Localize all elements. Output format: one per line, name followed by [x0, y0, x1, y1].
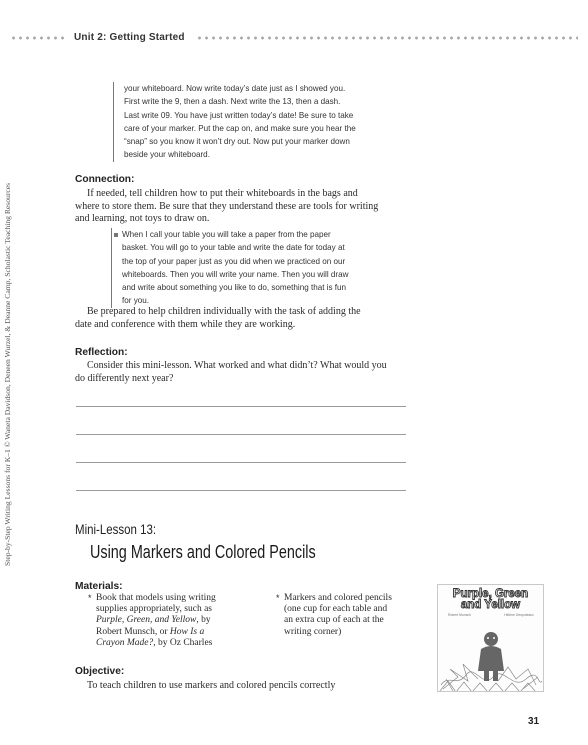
unit-title: Unit 2: Getting Started: [74, 32, 185, 43]
running-header: [10, 32, 578, 44]
teacher-script-block: [113, 82, 403, 162]
book-cover-title: Purple, Green and Yellow: [452, 588, 529, 611]
book-title: Purple, Green, and Yellow: [96, 615, 197, 626]
mini-lesson-title: Using Markers and Colored Pencils: [90, 542, 316, 562]
reflection-prompt: [75, 360, 420, 385]
copyright-credit: Step-by-Step Writing Lessons for K–1 © Waneta Davidson, Deneen Wurzel, & Deanne Camp, Scholastic Teaching Resources: [3, 182, 12, 566]
script-line: care of your marker. Put the cap on, and make sure you hear the: [124, 123, 356, 133]
bullet-star-icon: *: [88, 593, 92, 603]
script-line: for you.: [122, 296, 149, 306]
paragraph-line: date and conference with them while they are working.: [75, 318, 296, 330]
writing-line: [76, 406, 406, 407]
item-line: Purple, Green, and Yellow, by: [96, 615, 211, 626]
item-line: (one cup for each table and: [284, 604, 388, 615]
script-line: beside your whiteboard.: [124, 150, 210, 160]
item-line: Crayon Made?, by Oz Charles: [96, 637, 213, 648]
connection-paragraph: [75, 188, 415, 226]
header-dots-left: [10, 36, 68, 40]
objective-text: To teach children to use markers and colored pencils correctly: [87, 680, 336, 691]
script-line: “snap” so you know it won’t dry out. Now put your marker down: [124, 137, 350, 147]
materials-item: [276, 593, 424, 638]
paragraph-line: If needed, tell children how to put their whiteboards in the bags and: [87, 188, 358, 199]
objective-heading: Objective:: [75, 666, 125, 677]
script-line: First write the 9, then a dash. Next write the 13, then a dash.: [124, 97, 341, 107]
book-cover-illustration: [438, 619, 543, 692]
materials-item: [88, 593, 256, 649]
paragraph-line: Be prepared to help children individually with the task of adding the: [87, 306, 361, 317]
script-line: whiteboards. Then you will write your name. Then you will draw: [122, 269, 349, 279]
paragraph-line: and learning, not toys to draw on.: [75, 213, 210, 225]
paragraph-line: where to store them. Be sure that they understand these are tools for writing: [75, 200, 379, 212]
writing-line: [76, 434, 406, 435]
paragraph-line: do differently next year?: [75, 372, 174, 384]
book-cover-authors: Robert Munsch Hélène Desputeaux: [448, 613, 534, 617]
book-title: Crayon Made?: [96, 637, 154, 648]
mini-lesson-label: Mini-Lesson 13:: [75, 521, 157, 537]
book-title: How Is a: [169, 626, 205, 637]
item-line: supplies appropriately, such as: [96, 604, 212, 615]
reflection-heading: Reflection:: [75, 347, 128, 358]
item-line: Markers and colored pencils: [284, 593, 392, 603]
script-line: and write about something you like to do, something that is fun: [122, 283, 347, 293]
script-line: the top of your paper just as you did when we practiced on our: [122, 256, 346, 266]
connection-closing: [75, 306, 415, 331]
connection-heading: Connection:: [75, 174, 135, 185]
book-cover-image: [437, 584, 544, 692]
script-line: Last write 09. You have just written today’s date! Be sure to take: [124, 110, 354, 120]
script-line: your whiteboard. Now write today’s date just as I showed you.: [124, 84, 346, 93]
bullet-star-icon: *: [276, 593, 280, 603]
materials-heading: Materials:: [75, 581, 123, 592]
page-number: 31: [528, 716, 540, 727]
header-dots-right: [196, 36, 578, 40]
item-line: writing corner): [284, 626, 342, 637]
script-marker-icon: [114, 233, 118, 237]
item-line: Robert Munsch, or How Is a: [96, 626, 205, 637]
paragraph-line: Consider this mini-lesson. What worked and what didn’t? What would you: [87, 360, 387, 371]
item-line: Book that models using writing: [96, 593, 216, 603]
script-line: basket. You will go to your table and write the date for today at: [122, 243, 345, 253]
teacher-script-block: [111, 228, 403, 308]
script-line: When I call your table you will take a paper from the paper: [122, 230, 331, 239]
writing-line: [76, 462, 406, 463]
writing-line: [76, 490, 406, 491]
item-line: an extra cup of each at the: [284, 615, 384, 626]
